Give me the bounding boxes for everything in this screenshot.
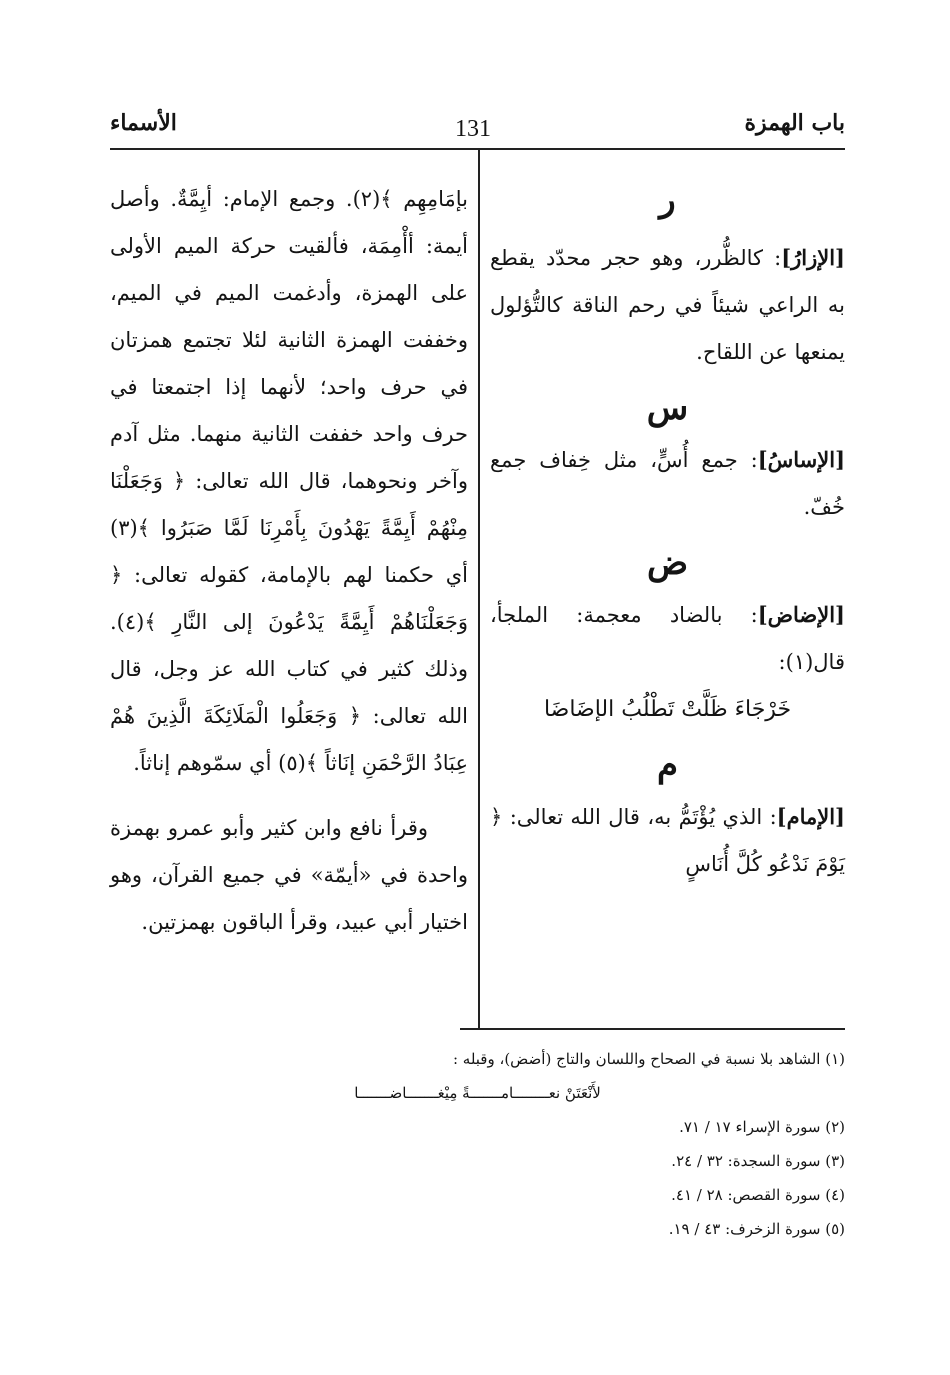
letter-heading-dad: ض <box>646 543 689 583</box>
page-number: 131 <box>455 116 491 142</box>
footnote-rule <box>460 1028 845 1030</box>
body-paragraph: بإمَامِهِم ﴾(٢). وجمع الإمام: أيِمَّةٌ. وأصل أيمة: أأْمِمَة، فألقيت حركة الميم الأولى على الهمزة، وأدغمت الميم في الميم، وخففت الهمزة الثانية لئلا تجتمع همزتان في حرف واحد؛ لأنهما إذا اجتمعتا في حرف واحد خففت الثانية منهما. مثل آدم وآخر ونحوهما، قال الله تعالى: ﴿ وَجَعَلْنَا مِنْهُمْ أَيِمَّةً يَهْدُونَ بِأَمْرِنَا لَمَّا صَبَرُوا ﴾(٣) أي حكمنا لهم بالإمامة، كقوله تعالى: ﴿ وَجَعَلْنَاهُمْ أَيِمَّةً يَدْعُونَ إلى النَّارِ ﴾(٤). وذلك كثير في كتاب الله عز وجل، قال الله تعالى: ﴿ وَجَعَلُوا الْمَلَائِكَةَ الَّذِينَ هُمْ عِبَادُ الرَّحْمَنِ إنَاثاً ﴾(٥) أي سمّوهم إناثاً. <box>110 187 468 775</box>
column-divider <box>478 150 480 1030</box>
right-column <box>490 176 845 888</box>
entry-definition: : كالظُّرر، وهو حجر محدّد يقطع به الراعي شيئاً في رحم الناقة كالتُّؤلول يمنعها عن اللقاح. <box>490 246 845 364</box>
entry-idad <box>490 591 845 686</box>
page-header <box>110 108 845 150</box>
entry-term: [الإساسُ] <box>757 447 845 472</box>
footnote-1: (١) الشاهد بلا نسبة في الصحاح واللسان والتاج (أضض)، وقبله : <box>452 1050 845 1068</box>
entry-definition: : بالضاد معجمة: الملجأ، قال(١): <box>490 603 845 674</box>
entry-izar <box>490 234 845 376</box>
section-title: الأسماء <box>110 110 177 136</box>
left-column <box>110 176 468 946</box>
poetry-verse: خَرْجَاءَ ظَلَّتْ تَطْلُبُ الإضَاضَا <box>543 697 792 722</box>
entry-definition: : جمع أُسٍّ، مثل خِفاف جمع خُفّ. <box>490 448 845 519</box>
body-paragraph: وقرأ نافع وابن كثير وأبو عمرو بهمزة واحدة في «أيمّة» في جميع القرآن، وهو اختيار أبي عبيد، وقرأ الباقون بهمزتين. <box>110 816 468 934</box>
entry-term: [الإمام] <box>776 804 845 829</box>
chapter-title: باب الهمزة <box>744 110 845 136</box>
letter-heading-mim: م <box>656 745 679 785</box>
entry-isas <box>490 436 845 531</box>
footnote-4: (٤) سورة القصص: ٢٨ / ٤١. <box>671 1186 845 1204</box>
letter-heading-sin: س <box>646 388 689 428</box>
footnote-3: (٣) سورة السجدة: ٣٢ / ٢٤. <box>671 1152 845 1170</box>
entry-definition: : الذي يُؤْتَمُّ به، قال الله تعالى: ﴿ يَوْمَ نَدْعُو كُلَّ أُنَاسٍ <box>490 805 845 876</box>
entry-term: [الإضاض] <box>757 602 845 627</box>
entry-imam <box>490 793 845 888</box>
footnote-verse: لأَنْعَتَنْ نعــــــــامـــــــةً مِيْغـــــــاضـــــــا <box>354 1084 601 1102</box>
footnotes <box>110 1042 845 1246</box>
footnote-2: (٢) سورة الإسراء ١٧ / ٧١. <box>679 1118 845 1136</box>
letter-heading-ra: ر <box>659 180 676 220</box>
entry-term: [الإزارُ] <box>781 245 845 270</box>
footnote-5: (٥) سورة الزخرف: ٤٣ / ١٩. <box>668 1220 845 1238</box>
